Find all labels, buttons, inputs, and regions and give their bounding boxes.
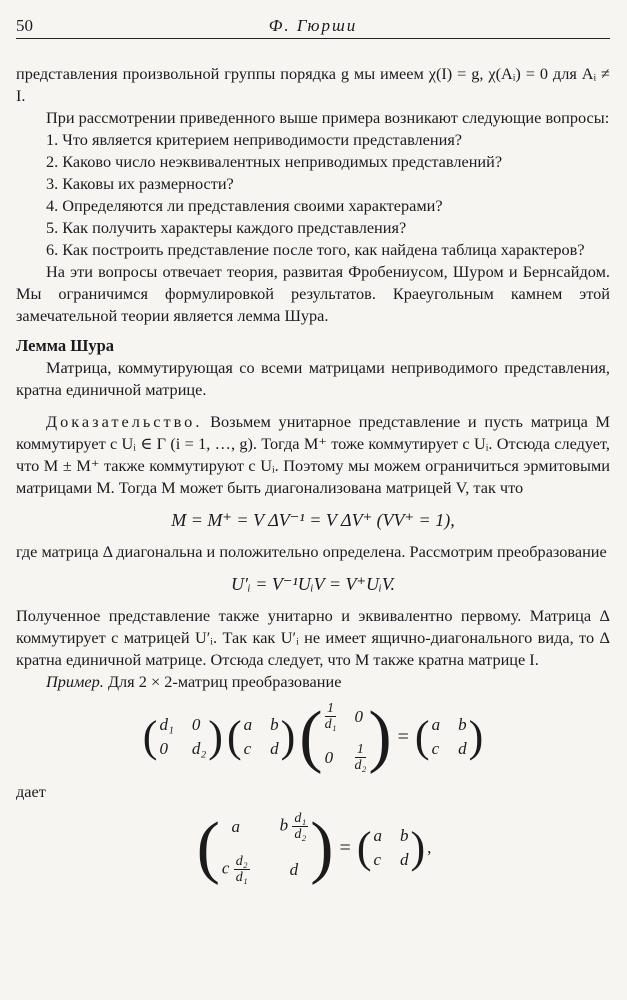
section-heading: Лемма Шура bbox=[16, 336, 115, 355]
cell: c bbox=[373, 850, 382, 869]
proof-paragraph bbox=[16, 411, 610, 499]
gives-text: дает bbox=[16, 782, 46, 801]
question-3: 3. Каковы их размерности? bbox=[46, 174, 234, 193]
fraction bbox=[234, 854, 250, 885]
paragraph-3: На эти вопросы отвечает теория, развитая Фробениусом, Шуром и Бернсайдом. Мы ограничимся формулировкой результатов. Краеугольным камнем этой замечательной теории является лемма Шура. bbox=[16, 262, 610, 325]
example-label: Пример. bbox=[46, 672, 104, 691]
page-number: 50 bbox=[16, 16, 33, 35]
fraction bbox=[292, 811, 308, 842]
cell: b bbox=[270, 715, 279, 734]
symbol: c bbox=[221, 858, 230, 878]
question-1: 1. Что является критерием неприводимости представления? bbox=[46, 130, 463, 149]
matrix-abcd-3: ( a b c d ) bbox=[356, 823, 426, 872]
cell: a bbox=[243, 715, 253, 734]
cell: 0 bbox=[354, 706, 363, 726]
question-2: 2. Каково число неэквивалентных неприводимых представлений? bbox=[46, 152, 503, 171]
equation-2: U′ᵢ = V⁻¹UᵢV = V⁺UᵢV. bbox=[230, 574, 395, 594]
numerator: 1 bbox=[327, 701, 334, 716]
matrix-abcd-2: ( a b c d ) bbox=[414, 712, 484, 761]
numerator: 1 bbox=[356, 742, 364, 757]
matrix-inverse-diag: ( $\frac{1}{\text{d₁}}$ 0 0 $\frac{1}{\text{d₂}}$ ) bbox=[299, 698, 392, 775]
cell: 0 bbox=[191, 715, 201, 734]
denominator: d₁ bbox=[235, 870, 248, 885]
cell: c bbox=[243, 739, 252, 758]
fraction bbox=[325, 701, 337, 732]
cell: c bbox=[431, 739, 440, 758]
book-page bbox=[16, 14, 610, 893]
matrix-diag: ( d₁ 0 0 d₂ ) bbox=[142, 712, 223, 761]
example-paragraph bbox=[16, 671, 610, 693]
question-4: 4. Определяются ли представления своими характерами? bbox=[46, 196, 443, 215]
numerator: d₂ bbox=[235, 854, 248, 869]
numerator: d₁ bbox=[294, 811, 307, 826]
question-5: 5. Как получить характеры каждого представления? bbox=[46, 218, 407, 237]
equation-1: M = M⁺ = V ΔV⁻¹ = V ΔV⁺ (VV⁺ = 1), bbox=[171, 510, 455, 530]
paragraph-2: При рассмотрении приведенного выше примера возникают следующие вопросы: bbox=[46, 108, 610, 127]
proof-word: Доказательство. bbox=[46, 412, 203, 431]
cell: d bbox=[289, 859, 299, 879]
cell: d bbox=[270, 739, 279, 758]
cell: b bbox=[399, 826, 409, 845]
symbol: b bbox=[279, 815, 289, 835]
running-title: Ф. Гюрши bbox=[268, 16, 358, 35]
example-text: Для 2 × 2-матриц преобразование bbox=[107, 672, 342, 691]
proof-text: Возьмем унитарное представление и пусть матрица M коммутирует с Uᵢ ∈ Γ (i = 1, …, g). Тогда M⁺ тоже коммутирует с Uᵢ. Отсюда следует, что M ± M⁺ также коммутируют с Uᵢ. Поэтому мы можем ограничиться эрмитовыми матрицами M. Тогда M может быть диагонализована матрицей V, так что bbox=[16, 412, 610, 497]
fraction bbox=[354, 742, 366, 773]
matrix-abcd-1: ( a b c d ) bbox=[226, 712, 296, 761]
cell: d bbox=[458, 739, 467, 758]
denominator: d₁ bbox=[324, 717, 337, 732]
question-6: 6. Как построить представление после того, как найдена таблица характеров? bbox=[46, 240, 585, 259]
denominator: d₂ bbox=[354, 758, 367, 773]
denominator: d₂ bbox=[294, 827, 307, 842]
cell: d bbox=[399, 850, 409, 869]
cell: b bbox=[458, 715, 467, 734]
paragraph-4: где матрица Δ диагональна и положительно определена. Рассмотрим преобразование bbox=[16, 542, 607, 561]
equals-sign: = bbox=[397, 725, 409, 748]
equals-sign: = bbox=[339, 836, 351, 859]
cell: a bbox=[431, 715, 441, 734]
paragraph-5: Полученное представление также унитарно и эквивалентно первому. Матрица Δ коммутирует с матрицей U′ᵢ. Так как U′ᵢ не имеет ящично-диагонального вида, то Δ кратна единичной матрице. Отсюда следует, что M также кратна матрице I. bbox=[16, 606, 610, 669]
cell: a bbox=[373, 826, 382, 845]
cell: 0 bbox=[324, 747, 334, 767]
cell-c-frac bbox=[222, 854, 250, 885]
running-header bbox=[16, 14, 610, 39]
cell-b-frac bbox=[280, 811, 309, 842]
trailing-comma: , bbox=[427, 838, 432, 857]
cell: d₂ bbox=[191, 739, 207, 758]
matrix-product-equation bbox=[16, 698, 610, 775]
lemma-statement: Матрица, коммутирующая со всеми матрицами неприводимого представления, кратна единичной матрице. bbox=[16, 358, 610, 399]
cell: a bbox=[231, 816, 240, 836]
matrix-result: ( a b $\frac{\text{d₁}}{\text{d₂}}$ c $\frac{\text{d₂}}{\text{d₁}}$ d ) bbox=[196, 809, 334, 886]
paragraph-1: представления произвольной группы порядка g мы имеем χ(I) = g, χ(Aᵢ) = 0 для Aᵢ ≠ I. bbox=[16, 64, 610, 105]
cell: 0 bbox=[159, 739, 168, 758]
result-matrix-equation bbox=[16, 811, 610, 885]
cell: d₁ bbox=[159, 715, 174, 734]
